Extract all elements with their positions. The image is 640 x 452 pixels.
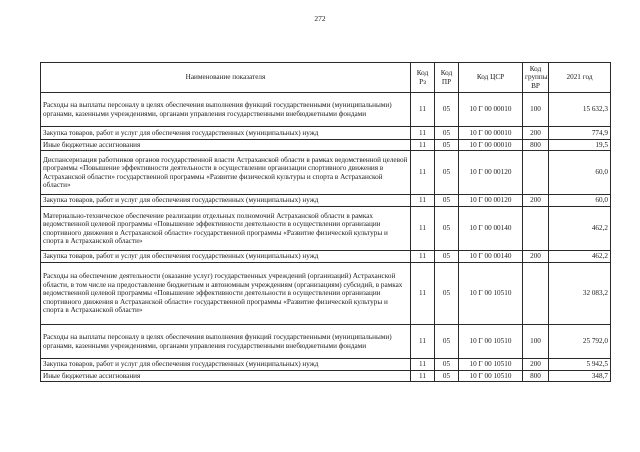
row-vr: 200 [523,251,549,263]
table-row [41,251,611,263]
table-row [41,93,611,127]
row-vr: 100 [523,325,549,359]
row-pr: 05 [435,195,459,207]
row-pr: 05 [435,127,459,140]
row-vr: 800 [523,371,549,382]
row-rz: 11 [411,140,435,151]
row-csr: 10 Г 00 10510 [459,359,523,371]
row-name: Материально-техническое обеспечение реализации отдельных полномочий Астраханской области в рамках ведомственной целевой программы «Повышение эффективности деятельности в осуществлении организации спортивного движения в Астраханской области» государственной программы «Развитие физической культуры и спорта в Астраханской области» [41,207,411,251]
header-pr: Код ПР [435,63,459,93]
row-name: Закупка товаров, работ и услуг для обеспечения государственных (муниципальных) нужд [41,359,411,371]
table-row [41,325,611,359]
row-pr: 05 [435,93,459,127]
row-csr: 10 Г 00 00140 [459,207,523,251]
table-row [41,127,611,140]
row-pr: 05 [435,151,459,195]
header-name: Наименование показателя [41,63,411,93]
row-pr: 05 [435,359,459,371]
table-row [41,151,611,195]
row-name: Расходы на выплаты персоналу в целях обеспечения выполнения функций государственными (муниципальными) органами, казенными учреждениями, органами управления государственными внебюджетными фондами [41,93,411,127]
row-pr: 05 [435,371,459,382]
row-csr: 10 Г 00 10510 [459,371,523,382]
row-vr: 200 [523,359,549,371]
row-rz: 11 [411,127,435,140]
row-amount: 462,2 [549,251,611,263]
row-csr: 10 Г 00 00120 [459,195,523,207]
row-vr [523,207,549,251]
row-name: Закупка товаров, работ и услуг для обеспечения государственных (муниципальных) нужд [41,251,411,263]
row-rz: 11 [411,325,435,359]
table-row [41,371,611,382]
header-rz: Код Рз [411,63,435,93]
row-amount: 25 792,0 [549,325,611,359]
row-pr: 05 [435,263,459,325]
table-row [41,207,611,251]
row-rz: 11 [411,195,435,207]
row-amount: 15 632,3 [549,93,611,127]
row-name: Диспансеризация работников органов государственной власти Астраханской области в рамках ведомственной целевой программы «Повышение эффективности деятельности в осуществлении организации спортивного движения в Астраханской области» государственной программы «Развитие физической культуры и спорта в Астраханской области» [41,151,411,195]
row-name: Закупка товаров, работ и услуг для обеспечения государственных (муниципальных) нужд [41,195,411,207]
table-row [41,195,611,207]
row-rz: 11 [411,359,435,371]
row-vr: 200 [523,127,549,140]
row-amount: 60,0 [549,151,611,195]
table-header [41,63,611,93]
row-vr: 800 [523,140,549,151]
row-amount: 348,7 [549,371,611,382]
row-vr: 200 [523,195,549,207]
table-row [41,263,611,325]
row-name: Иные бюджетные ассигнования [41,371,411,382]
row-rz: 11 [411,263,435,325]
row-name: Закупка товаров, работ и услуг для обеспечения государственных (муниципальных) нужд [41,127,411,140]
row-pr: 05 [435,325,459,359]
row-rz: 11 [411,251,435,263]
row-vr [523,263,549,325]
row-amount: 19,5 [549,140,611,151]
row-amount: 5 942,5 [549,359,611,371]
row-vr: 100 [523,93,549,127]
row-csr: 10 Г 00 10510 [459,263,523,325]
budget-table [40,62,611,382]
row-name: Расходы на выплаты персоналу в целях обеспечения выполнения функций государственными (муниципальными) органами, казенными учреждениями, органами управления государственными внебюджетными фондами [41,325,411,359]
row-vr [523,151,549,195]
row-amount: 32 083,2 [549,263,611,325]
row-amount: 60,0 [549,195,611,207]
header-csr: Код ЦСР [459,63,523,93]
page-number: 272 [314,14,326,23]
header-vr: Код группы ВР [523,63,549,93]
row-csr: 10 Г 00 10510 [459,325,523,359]
row-rz: 11 [411,93,435,127]
row-name: Иные бюджетные ассигнования [41,140,411,151]
table-row [41,140,611,151]
row-pr: 05 [435,251,459,263]
row-csr: 10 Г 00 00010 [459,140,523,151]
table-row [41,359,611,371]
row-csr: 10 Г 00 00140 [459,251,523,263]
row-name: Расходы на обеспечение деятельности (оказание услуг) государственных учреждений (организаций) Астраханской области, в том числе на предоставление бюджетным и автономным учреждениям (организациям) субсидий, в рамках ведомственной целевой программы «Повышение эффективности деятельности в осуществлении организации спортивного движения в Астраханской области» государственной программы «Развитие физической культуры и спорта в Астраханской области» [41,263,411,325]
header-year: 2021 год [549,63,611,93]
row-pr: 05 [435,207,459,251]
row-csr: 10 Г 00 00010 [459,93,523,127]
row-rz: 11 [411,371,435,382]
row-rz: 11 [411,207,435,251]
row-pr: 05 [435,140,459,151]
row-rz: 11 [411,151,435,195]
row-amount: 774,9 [549,127,611,140]
row-csr: 10 Г 00 00010 [459,127,523,140]
row-amount: 462,2 [549,207,611,251]
row-csr: 10 Г 00 00120 [459,151,523,195]
